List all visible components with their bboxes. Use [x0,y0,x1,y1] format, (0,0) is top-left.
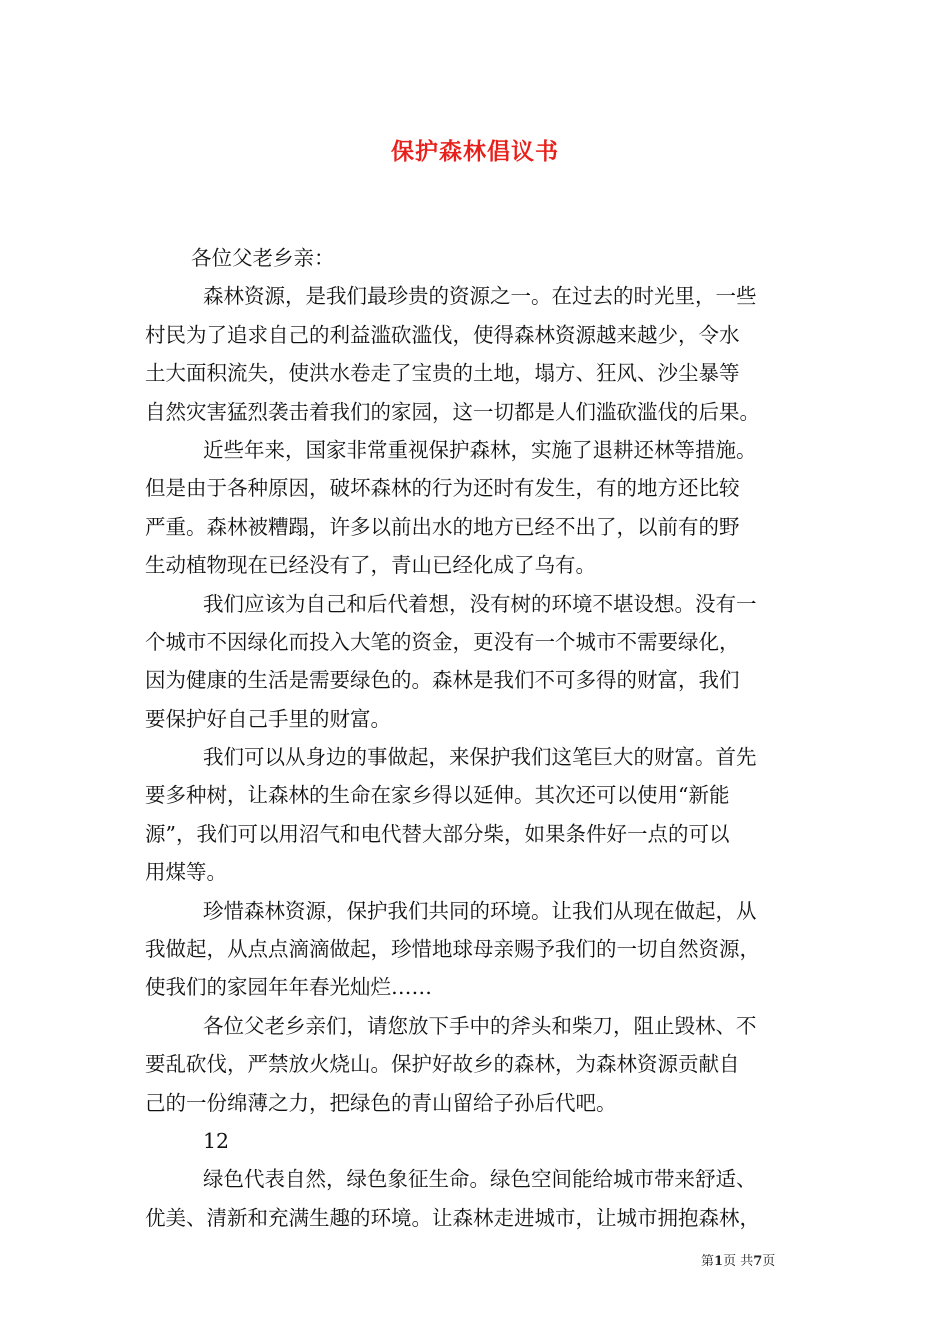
text-line: 使我们的家园年年春光灿烂…… [145,975,432,1000]
text-line: 个城市不因绿化而投入大笔的资金，更没有一个城市不需要绿化， [145,629,740,654]
text-line: 源”，我们可以用沼气和电代替大部分柴，如果条件好一点的可以 [145,821,730,846]
text-line: 要多种树，让森林的生命在家乡得以延伸。其次还可以使用“新能 [145,783,730,808]
text-line: 因为健康的生活是需要绿色的。森林是我们不可多得的财富，我们 [145,668,740,693]
text-line: 用煤等。 [145,860,227,885]
text-line: 优美、清新和充满生趣的环境。让森林走进城市，让城市拥抱森林， [145,1205,760,1230]
text-line: 村民为了追求自己的利益滥砍滥伐，使得森林资源越来越少，令水 [145,322,740,347]
text-line: 珍惜森林资源，保护我们共同的环境。让我们从现在做起，从 [203,898,757,923]
text-line: 我们可以从身边的事做起，来保护我们这笔巨大的财富。首先 [203,745,757,770]
text-line: 土大面积流失，使洪水卷走了宝贵的土地，塌方、狂风、沙尘暴等 [145,361,740,386]
text-line: 己的一份绵薄之力，把绿色的青山留给子孙后代吧。 [145,1090,617,1115]
text-line: 自然灾害猛烈袭击着我们的家园，这一切都是人们滥砍滥伐的后果。 [145,399,760,424]
text-line: 要乱砍伐，严禁放火烧山。保护好故乡的森林，为森林资源贡献自 [145,1052,740,1077]
text-line: 要保护好自己手里的财富。 [145,706,391,731]
text-line: 严重。森林被糟蹋，许多以前出水的地方已经不出了，以前有的野 [145,514,740,539]
page-footer [701,1250,775,1269]
footer-middle: 页 共 [723,1254,754,1269]
text-line: 我做起，从点点滴滴做起，珍惜地球母亲赐予我们的一切自然资源， [145,937,760,962]
text-line: 但是由于各种原因，破坏森林的行为还时有发生，有的地方还比较 [145,476,740,501]
document-title: 保护森林倡议书 [391,138,559,165]
text-line: 各位父老乡亲： [191,246,335,270]
text-line: 我们应该为自己和后代着想，没有树的环境不堪设想。没有一 [203,591,757,616]
footer-suffix: 页 [762,1254,776,1269]
document-body [145,239,815,1237]
text-line: 绿色代表自然，绿色象征生命。绿色空间能给城市带来舒适、 [203,1167,757,1192]
footer-total-pages: 7 [753,1254,763,1269]
text-line: 森林资源，是我们最珍贵的资源之一。在过去的时光里，一些 [203,284,757,309]
text-line: 各位父老乡亲们，请您放下手中的斧头和柴刀，阻止毁林、不 [203,1013,757,1038]
text-line: 近些年来，国家非常重视保护森林，实施了退耕还林等措施。 [203,437,757,462]
footer-current-page: 1 [714,1254,724,1269]
text-line: 生动植物现在已经没有了，青山已经化成了乌有。 [145,553,596,578]
text-line: 12 [203,1128,230,1153]
footer-prefix: 第 [701,1254,715,1269]
